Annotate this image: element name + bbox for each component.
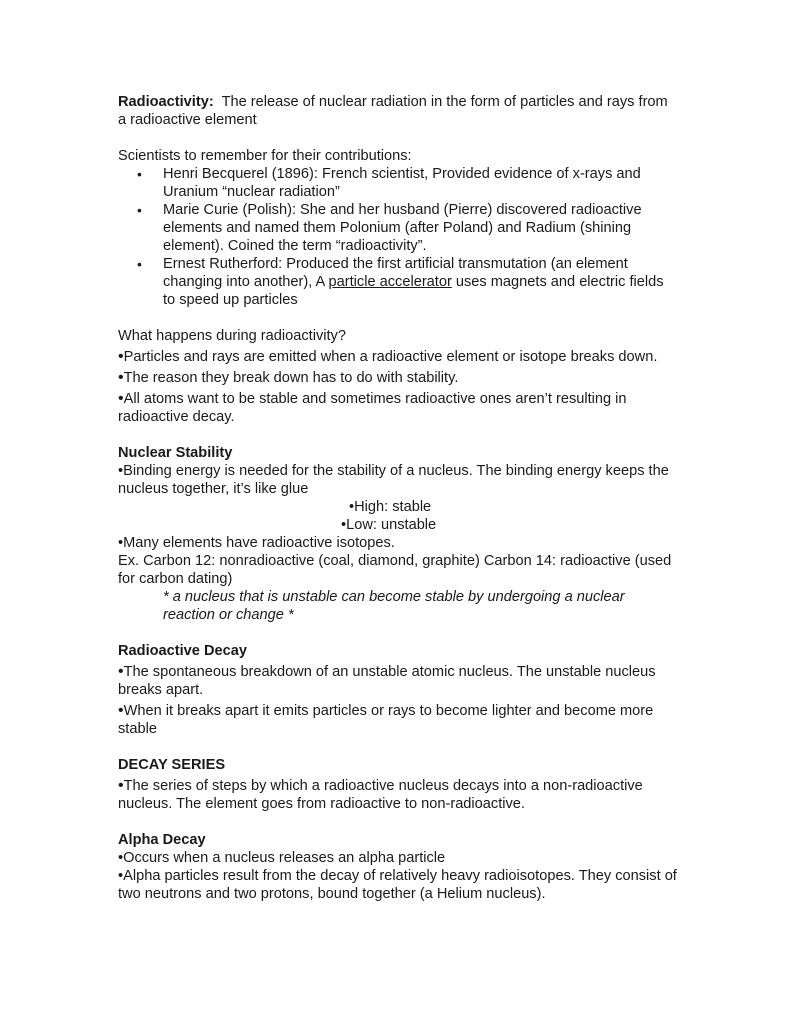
radioactive-decay-heading: Radioactive Decay — [118, 643, 247, 659]
happens-question: What happens during radioactivity? — [118, 328, 346, 344]
radioactivity-term: Radioactivity: — [118, 94, 214, 110]
alpha-line-2: •Alpha particles result from the decay of relatively heavy radioisotopes. They consist of two neutrons and two protons, bound together (a Helium nucleus). — [118, 868, 677, 902]
scientist-becquerel: • Henri Becquerel (1896): French scientist, Provided evidence of x-rays and Uranium “nuclear radiation” — [163, 165, 678, 201]
stability-point-1: •Binding energy is needed for the stability of a nucleus. The binding energy keeps the nucleus together, it’s like glue — [118, 463, 669, 497]
happens-point-2: •The reason they break down has to do with stability. — [118, 369, 459, 386]
scientists-heading: Scientists to remember for their contributions: — [118, 148, 412, 164]
decay-series-point: •The series of steps by which a radioactive nucleus decays into a non-radioactive nucleus. The element goes from radioactive to non-radioactive. — [118, 777, 643, 812]
stability-high: •High: stable — [349, 499, 432, 515]
rutherford-text-before: Ernest Rutherford: Produced the first artificial transmutation (an element changing into another), A — [163, 256, 628, 290]
document-page — [118, 93, 678, 903]
stability-note: * a nucleus that is unstable can become stable by undergoing a nuclear reaction or change * — [163, 589, 625, 623]
alpha-line-1: •Occurs when a nucleus releases an alpha particle — [118, 850, 446, 866]
scientists-list — [118, 165, 678, 309]
scientist-rutherford — [163, 255, 678, 309]
decay-point-1: •The spontaneous breakdown of an unstable atomic nucleus. The unstable nucleus breaks apart. — [118, 663, 656, 698]
happens-point-1: •Particles and rays are emitted when a radioactive element or isotope breaks down. — [118, 348, 658, 365]
decay-point-2: •When it breaks apart it emits particles or rays to become lighter and become more stable — [118, 702, 654, 737]
nuclear-stability-heading: Nuclear Stability — [118, 445, 233, 461]
scientist-curie: • Marie Curie (Polish): She and her husband (Pierre) discovered radioactive elements and named them Polonium (after Poland) and Radium (shining element). Coined the term “radioactivity”. — [163, 201, 678, 255]
rutherford-text-after: uses magnets and electric fields to speed up particles — [163, 274, 664, 308]
radioactivity-definition-text: The release of nuclear radiation in the form of particles and rays from a radioactive element — [118, 94, 668, 128]
particle-accelerator-term: particle accelerator — [328, 274, 452, 290]
radioactivity-definition — [118, 93, 678, 129]
happens-point-3: •All atoms want to be stable and sometimes radioactive ones aren’t resulting in radioactive decay. — [118, 390, 627, 425]
stability-example: Ex. Carbon 12: nonradioactive (coal, diamond, graphite) Carbon 14: radioactive (used for carbon dating) — [118, 553, 672, 587]
stability-point-2: •Many elements have radioactive isotopes. — [118, 535, 395, 551]
stability-low: •Low: unstable — [341, 517, 437, 533]
decay-series-heading: DECAY SERIES — [118, 757, 226, 773]
alpha-decay-heading: Alpha Decay — [118, 832, 206, 848]
